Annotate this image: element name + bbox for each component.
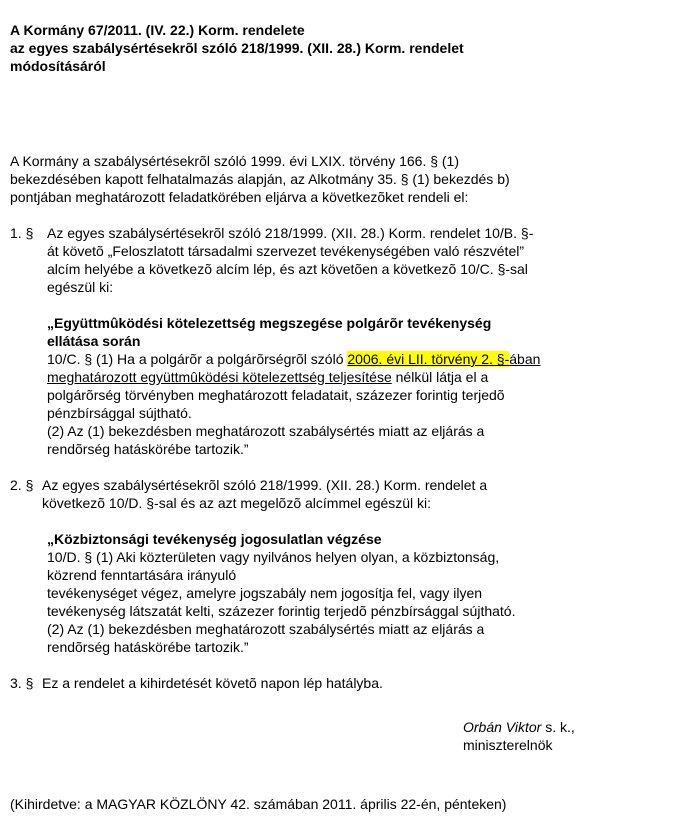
document-title: A Kormány 67/2011. (IV. 22.) Korm. rendelete az egyes szabálysértésekrõl szóló 218/1999. (XII. 28.) Korm. rendelet módosításáról xyxy=(10,22,464,74)
paragraph-2: (2) Az (1) bekezdésben meghatározott szabálysértés miatt az eljárás a rendõrség hatáskörébe tartozik.” xyxy=(47,621,485,655)
paragraph-2: (2) Az (1) bekezdésben meghatározott szabálysértés miatt az eljárás a rendõrség hatáskörébe tartozik.” xyxy=(47,423,485,457)
section-2 xyxy=(10,476,660,512)
publication-note: (Kihirdetve: a MAGYAR KÖZLÖNY 42. számában 2011. április 22-én, pénteken) xyxy=(10,796,507,812)
inserted-provision-2 xyxy=(47,530,607,656)
paragraph-text: nélkül látja el a polgárõrség törvényben meghatározott feladatait, százezer forintig terjedõ pénzbírsággal sújtható. xyxy=(47,369,505,421)
section-number: 2. § xyxy=(10,477,34,493)
section-text: Az egyes szabálysértésekrõl szóló 218/1999. (XII. 28.) Korm. rendelet 10/B. §- át követõ „Feloszlatott társadalmi szervezet tevékenységében való részvétel” alcím helyébe a következõ alcím lép, és azt követõen a következõ 10/C. §-sal egészül ki: xyxy=(47,225,534,295)
subtitle: „Együttmûködési kötelezettség megszegése polgárõr tevékenység ellátása során xyxy=(47,315,492,349)
paragraph-1: 10/D. § (1) Aki közterületen vagy nyilvános helyen olyan, a közbiztonság, közrend fenntartására irányuló tevékenységet végez, amelyre jogszabály nem jogosítja fel, vagy ilyen tevékenység látszatát kelti, százezer forintig terjedõ pénzbírsággal sújtható. xyxy=(47,549,516,619)
section-3 xyxy=(10,674,660,692)
paragraph-1 xyxy=(47,350,607,422)
signatory-role: miniszterelnök xyxy=(463,737,553,753)
document xyxy=(10,21,660,692)
signature-block xyxy=(463,718,575,754)
paragraph-text: 10/C. § (1) Ha a polgárõr a polgárõrségrõl szóló xyxy=(47,351,348,367)
highlighted-reference: 2006. évi LII. törvény 2. §- xyxy=(347,351,510,367)
section-text: Az egyes szabálysértésekrõl szóló 218/1999. (XII. 28.) Korm. rendelet a következõ 10/D. §-sal és az azt megelõzõ alcímmel egészül ki: xyxy=(42,477,488,511)
underlined-text: meghatározott együttmûködési kötelezettség teljesítése xyxy=(47,369,392,385)
section-number: 1. § xyxy=(10,225,34,241)
preamble: A Kormány a szabálysértésekrõl szóló 1999. évi LXIX. törvény 166. § (1) bekezdésében kapott felhatalmazás alapján, az Alkotmány 35. § (1) bekezdés b) pontjában meghatározott feladatkörében eljárva a következõket rendeli el: xyxy=(10,153,510,205)
section-1 xyxy=(10,224,660,296)
section-number: 3. § xyxy=(10,675,34,691)
subtitle: „Közbiztonsági tevékenység jogosulatlan végzése xyxy=(47,531,382,547)
signatory-name: Orbán Viktor xyxy=(463,719,542,735)
inserted-provision-1 xyxy=(47,314,607,458)
underlined-text: ában xyxy=(509,351,541,367)
signatory-suffix: s. k., xyxy=(541,719,575,735)
section-text: Ez a rendelet a kihirdetését követõ napon lép hatályba. xyxy=(42,675,383,691)
